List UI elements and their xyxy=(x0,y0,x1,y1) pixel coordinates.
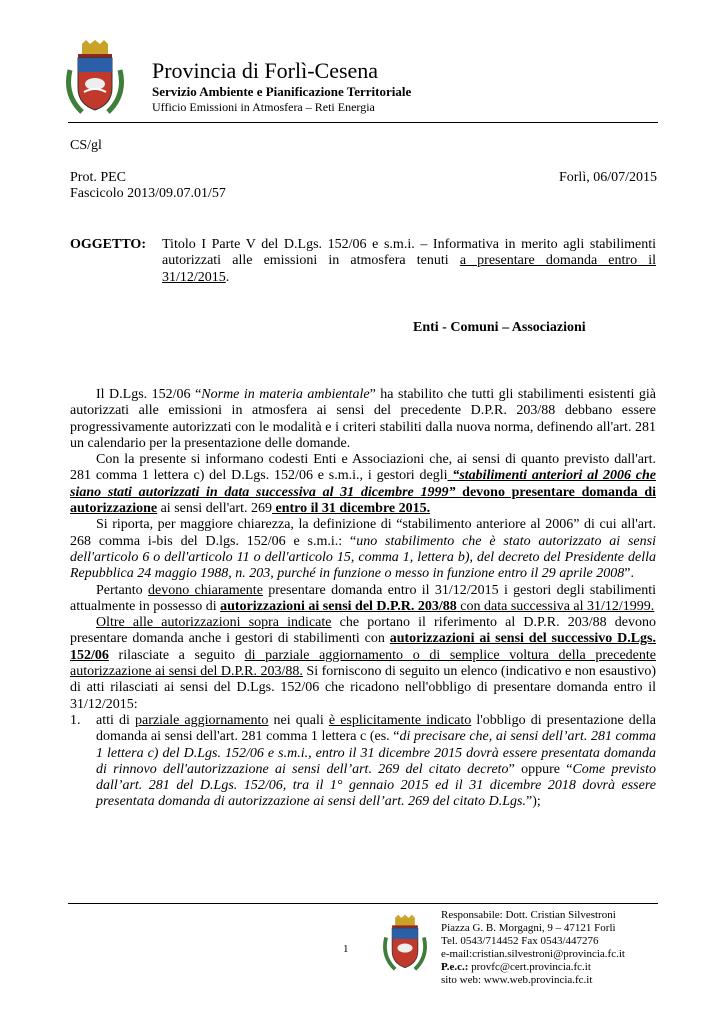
p5-underline-2: di parziale aggiornamento o di semplice voltura della precedente autorizzazione ai sensi del D.P.R. 203/88. xyxy=(70,647,656,680)
protocol: Prot. PEC xyxy=(70,170,127,185)
header-divider xyxy=(68,122,658,123)
footer-contacts xyxy=(441,909,625,987)
paragraph-3 xyxy=(70,517,656,582)
paragraph-4 xyxy=(70,583,656,616)
p3-text-a: Si riporta, per maggiore chiarezza, la definizione di “stabilimento anteriore al 2006” di cui all'art. 268 comma i-bis del D.lgs. 152/06 e s.m.i.: “ xyxy=(70,517,656,549)
footer-crest-logo xyxy=(380,914,430,976)
subject-text xyxy=(162,237,656,286)
paragraph-5 xyxy=(70,615,656,713)
p4-bold-underline: autorizzazioni ai sensi del D.P.R. 203/88 xyxy=(220,598,457,614)
footer-pec-label: P.e.c.: xyxy=(441,961,469,973)
subject-line-1: Titolo I Parte V del D.Lgs. 152/06 e s.m.i. – Informativa in merito agli stabilimenti xyxy=(162,237,656,252)
office-name: Ufficio Emissioni in Atmosfera – Reti Energia xyxy=(152,100,375,114)
footer-pec-value: provfc@cert.provincia.fc.it xyxy=(468,961,591,973)
p3-italic: uno stabilimento che è stato autorizzato ai sensi dell'articolo 6 o dell'articolo 11 o dell'articolo 15, comma 1, lettera b), del decreto del Presidente della Repubblica 24 maggio 1988, n. 203, purché in funzione o messo in funzione entro il 29 aprile 2008 xyxy=(70,533,656,582)
list-item-1 xyxy=(70,713,656,811)
p4-text-a: Pertanto xyxy=(96,582,148,598)
subject-line-2 xyxy=(162,253,656,269)
subject-period: . xyxy=(225,269,230,285)
subject-line-3 xyxy=(162,270,656,286)
li-underline-2: è esplicitamente indicato xyxy=(328,712,472,728)
list-item-text xyxy=(96,713,656,811)
footer-address: Piazza G. B. Morgagni, 9 – 47121 Forlì xyxy=(441,922,616,934)
p5-bold-underline: autorizzazioni ai sensi del successivo D.Lgs. 152/06 xyxy=(70,631,656,663)
footer-pec xyxy=(441,961,625,974)
org-title: Provincia di Forlì-Cesena xyxy=(152,58,379,83)
page-number: 1 xyxy=(343,943,349,955)
p4-underline: devono chiaramente xyxy=(147,582,263,598)
paragraph-2 xyxy=(70,452,656,517)
p2-text-c: ai sensi dell'art. 269 xyxy=(157,501,272,517)
p2-quoted: “stabilimenti anteriori al 2006 che siano stati autorizzati in data successiva al 31 dicembre 1999” xyxy=(70,468,656,500)
footer-phone: Tel. 0543/714452 Fax 0543/447276 xyxy=(441,935,599,947)
subject-label: OGGETTO: xyxy=(70,237,146,252)
footer-responsible: Responsabile: Dott. Cristian Silvestroni xyxy=(441,909,616,921)
subject-line-2-text: autorizzati alle emissioni in atmosfera tenuti xyxy=(162,253,460,269)
p5-underline: Oltre alle autorizzazioni sopra indicate xyxy=(96,615,332,631)
fascicolo: Fascicolo 2013/09.07.01/57 xyxy=(70,186,226,201)
service-name: Servizio Ambiente e Pianificazione Territoriale xyxy=(152,84,412,99)
initials: CS/gl xyxy=(70,138,102,153)
paragraph-1 xyxy=(70,387,656,452)
p1-text-b: ” ha stabilito che tutti gli stabilimenti esistenti già autorizzati alle emissioni in atmosfera ai sensi del precedente D.P.R. 203/88 debbano essere progressivamente autorizzati con le modalità e i criteri stabiliti dalla nuova norma, definendo all'art. 281 un calendario per la presentazione delle domande. xyxy=(70,387,656,451)
p4-underline-2: con data successiva al 31/12/1999. xyxy=(456,598,655,614)
li-italic-2: Come previsto dall’art. 281 del D.Lgs. 152/06, tra il 1° gennaio 2015 ed il 31 dicembre 2018 dovrà essere presentata domanda di autorizzazione ai sensi dell’art. 269 del citato D.Lgs. xyxy=(96,761,656,810)
p2-obligation: devono presentare domanda di autorizzazione xyxy=(70,484,656,517)
footer-divider xyxy=(68,903,658,904)
li-text-b: nei quali xyxy=(268,712,329,728)
p2-deadline: entro il 31 dicembre 2015. xyxy=(271,501,431,517)
p3-text-b: ”. xyxy=(624,566,634,582)
province-crest-logo xyxy=(62,40,128,120)
li-text-e: ”); xyxy=(525,794,541,810)
list-number: 1. xyxy=(70,712,81,728)
letter-body xyxy=(70,387,656,811)
p5-text-a: che portano il riferimento al D.P.R. 203/88 devono presentare domanda anche i gestori di stabilimenti con xyxy=(70,615,656,647)
subject-deadline: 31/12/2015 xyxy=(162,269,226,285)
p4-text-b: presentare domanda entro il 31/12/2015 i gestori degli stabilimenti attualmente in possesso di xyxy=(70,582,657,614)
p1-text-a: Il D.Lgs. 152/06 “ xyxy=(96,387,202,402)
p5-text-c: Si forniscono di seguito un elenco (indicativo e non esaustivo) di atti rilasciati ai sensi del D.Lgs. 152/06 che ricadono nell'obbligo di presentare domanda entro il 31/12/2015: xyxy=(70,664,656,712)
subject-line-2-underline: a presentare domanda entro il xyxy=(459,253,656,269)
footer-website: sito web: www.web.provincia.fc.it xyxy=(441,974,593,986)
li-text-a: atti di xyxy=(96,712,136,728)
footer-email: e-mail:cristian.silvestroni@provincia.fc.it xyxy=(441,948,625,960)
p5-text-b: rilasciate a seguito xyxy=(108,647,245,663)
recipients: Enti - Comuni – Associazioni xyxy=(413,320,586,335)
p1-italic: Norme in materia ambientale xyxy=(201,387,370,402)
li-text-d: ” oppure “ xyxy=(508,761,573,777)
p2-text-a: Con la presente si informano codesti Enti e Associazioni che, ai sensi di quanto previsto dall'art. 281 comma 1 lettera c) del D.Lgs. 152/06 e s.m.i., i gestori degli xyxy=(70,452,656,484)
date: Forlì, 06/07/2015 xyxy=(558,170,657,185)
li-italic-1: di precisare che, ai sensi dell’art. 281 comma 1 lettera c) del D.Lgs. 152/06 e s.m.i., entro il 31 dicembre 2015 dovrà essere presentata domanda di rinnovo dell'autorizzazione ai sensi dell’art. 269 del citato decreto xyxy=(96,729,656,777)
li-text-c: l'obbligo di presentazione della domanda ai sensi dell'art. 281 comma 1 lettera c (es. “ xyxy=(96,712,656,745)
li-underline-1: parziale aggiornamento xyxy=(135,712,269,728)
